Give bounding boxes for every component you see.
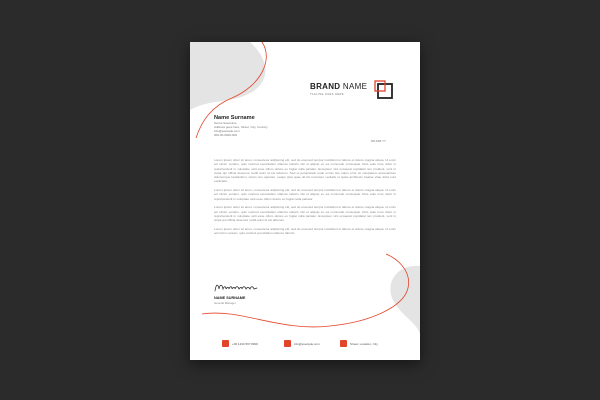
sender-email: info@example.com	[214, 129, 240, 134]
letter-date: DD.MM.YY	[371, 139, 386, 143]
body-paragraph-3: Lorem ipsum dolor sit amet, consectetur adipiscing elit, sed do eiusmod tempor incididunt ut labore et dolore magna aliqua. Ut enim ad minim veniam, quis nostrud exercitation ullamco laboris nisi ut aliquip ex ea commodo consequat. Duis aute irure dolor in reprehenderit in voluptate velit esse cillum dolore eu fugiat nulla pariatur. Excepteur sint occaecat cupidatat non proident, sunt in culpa qui officia deserunt mollit anim id est laborum.	[214, 205, 396, 223]
footer-email-text: info@example.com	[294, 341, 320, 346]
body-paragraph-2: Lorem ipsum dolor sit amet, consectetur adipiscing elit, sed do eiusmod tempor incididunt ut labore et dolore magna aliqua. Ut enim ad minim veniam, quis nostrud exercitation ullamco laboris nisi ut aliquip ex ea commodo consequat. Duis aute irure dolor in reprehenderit in voluptate velit esse cillum dolore eu fugiat nulla pariatur.	[214, 188, 396, 201]
handwritten-signature	[214, 280, 258, 294]
signatory-title: General Manager	[214, 301, 236, 305]
brand-name	[310, 82, 367, 91]
brand-name-light: NAME	[342, 82, 368, 91]
body-paragraph-4: Lorem ipsum dolor sit amet, consectetur adipiscing elit, sed do eiusmod tempor incididunt ut labore et dolore magna aliqua. Ut enim ad minim veniam, quis nostrud exercitation ullamco laboris.	[214, 226, 396, 236]
sender-address: Address goes here, Street, City, Country	[214, 125, 268, 130]
sender-block	[214, 115, 268, 137]
bottom-right-grey-shape	[390, 266, 420, 334]
sender-name: Name Surname	[214, 115, 255, 121]
letterhead-page	[190, 42, 420, 360]
phone-icon	[222, 340, 229, 347]
location-pin-icon	[340, 340, 347, 347]
sender-phone: 000-00-0000-000	[214, 133, 238, 138]
mail-icon	[284, 340, 291, 347]
sender-position: Senior Executive	[214, 121, 237, 125]
footer-contacts	[222, 340, 402, 350]
signatory-name: NAME SURNAME	[214, 296, 246, 300]
footer-phone-text: +00 1234 567 8900	[232, 341, 258, 346]
logo-squares-icon	[374, 80, 396, 100]
footer-address-text: Street, Location, City	[350, 341, 378, 346]
letter-body	[214, 155, 396, 240]
body-paragraph-1: Lorem ipsum dolor sit amet, consectetur adipiscing elit, sed do eiusmod tempor incididunt ut labore et dolore magna aliqua. Ut enim ad minim veniam, quis nostrud exercitation ullamco laboris nisi ut aliquip ex ea commodo consequat. Duis aute irure dolor in reprehenderit in voluptate velit esse cillum dolore eu fugiat nulla pariatur. Excepteur sint occaecat cupidatat non proident, sunt in culpa qui officia deserunt mollit anim id est laborum. Sed ut perspiciatis unde omnis iste natus error sit voluptatem accusantium doloremque laudantium, totam rem aperiam, eaque ipsa quae ab illo inventore veritatis et quasi architecto beatae vitae dicta sunt explicabo.	[214, 158, 396, 184]
brand-name-bold: BRAND	[310, 82, 341, 91]
brand-block	[310, 80, 400, 104]
brand-tagline: TAGLINE GOES HERE	[310, 93, 344, 96]
